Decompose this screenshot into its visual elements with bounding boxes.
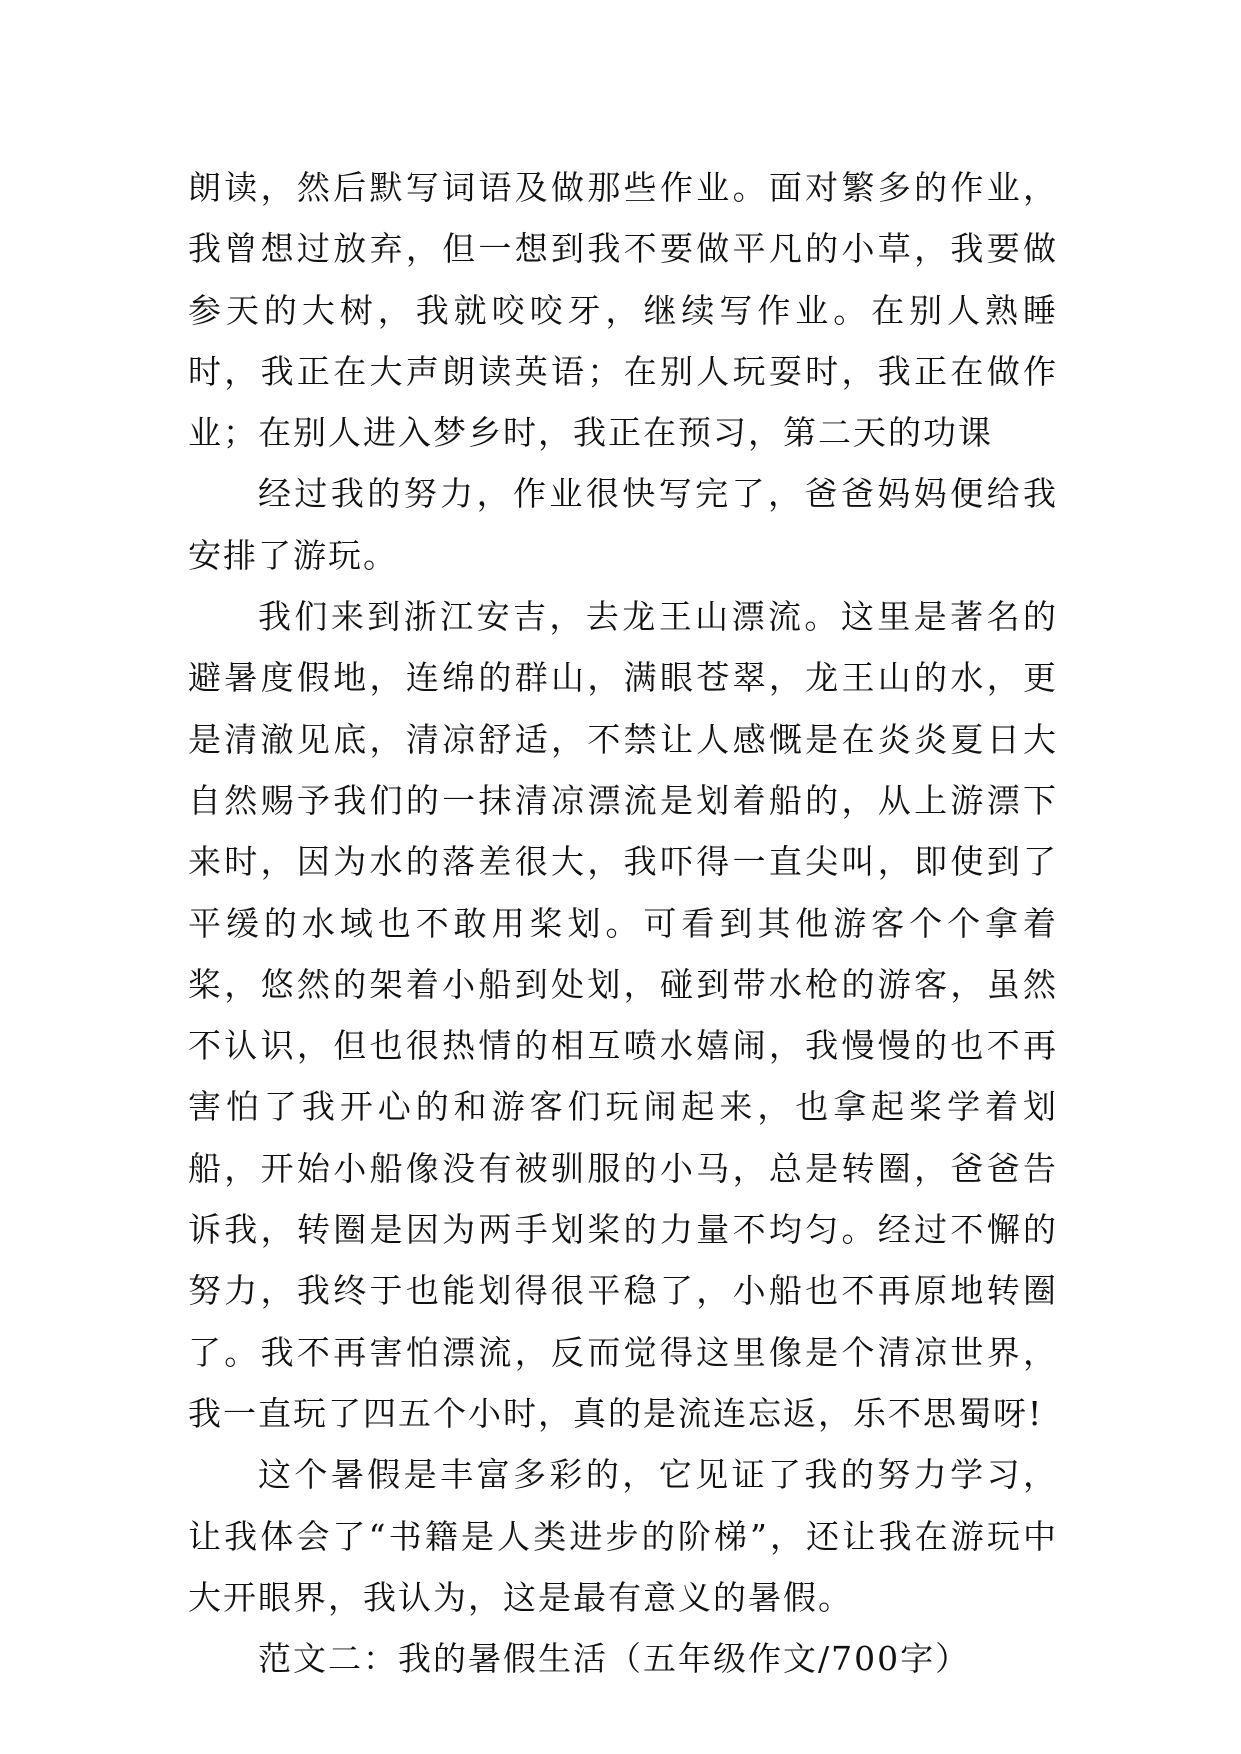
paragraph-trip-arranged: 经过我的努力，作业很快写完了，爸爸妈妈便给我安排了游玩。	[188, 474, 1058, 575]
paragraph-homework: 朗读，然后默写词语及做那些作业。面对繁多的作业，我曾想过放弃，但一想到我不要做平凡的小草，我要做参天的大树，我就咬咬牙，继续写作业。在别人熟睡时，我正在大声朗读英语；在别人玩耍时，我正在做作业；在别人进入梦乡时，我正在预习，第二天的功课	[188, 168, 1058, 453]
sample-essay-heading: 范文二：我的暑假生活（五年级作文/700字）	[258, 1639, 971, 1679]
paragraph-rafting: 我们来到浙江安吉，去龙王山漂流。这里是著名的避暑度假地，连绵的群山，满眼苍翠，龙王山的水，更是清澈见底，清凉舒适，不禁让人感慨是在炎炎夏日大自然赐予我们的一抹清凉漂流是划着船的，从上游漂下来时，因为水的落差很大，我吓得一直尖叫，即使到了平缓的水域也不敢用桨划。可看到其他游客个个拿着桨，悠然的架着小船到处划，碰到带水枪的游客，虽然不认识，但也很热情的相互喷水嬉闹，我慢慢的也不再害怕了我开心的和游客们玩闹起来，也拿起桨学着划船，开始小船像没有被驯服的小马，总是转圈，爸爸告诉我，转圈是因为两手划桨的力量不均匀。经过不懈的努力，我终于也能划得很平稳了，小船也不再原地转圈了。我不再害怕漂流，反而觉得这里像是个清凉世界，我一直玩了四五个小时，真的是流连忘返，乐不思蜀呀!	[188, 597, 1058, 1433]
paragraph-summary: 这个暑假是丰富多彩的，它见证了我的努力学习，让我体会了“书籍是人类进步的阶梯”，还让我在游玩中大开眼界，我认为，这是最有意义的暑假。	[188, 1455, 1058, 1617]
document-body	[188, 157, 1058, 1689]
